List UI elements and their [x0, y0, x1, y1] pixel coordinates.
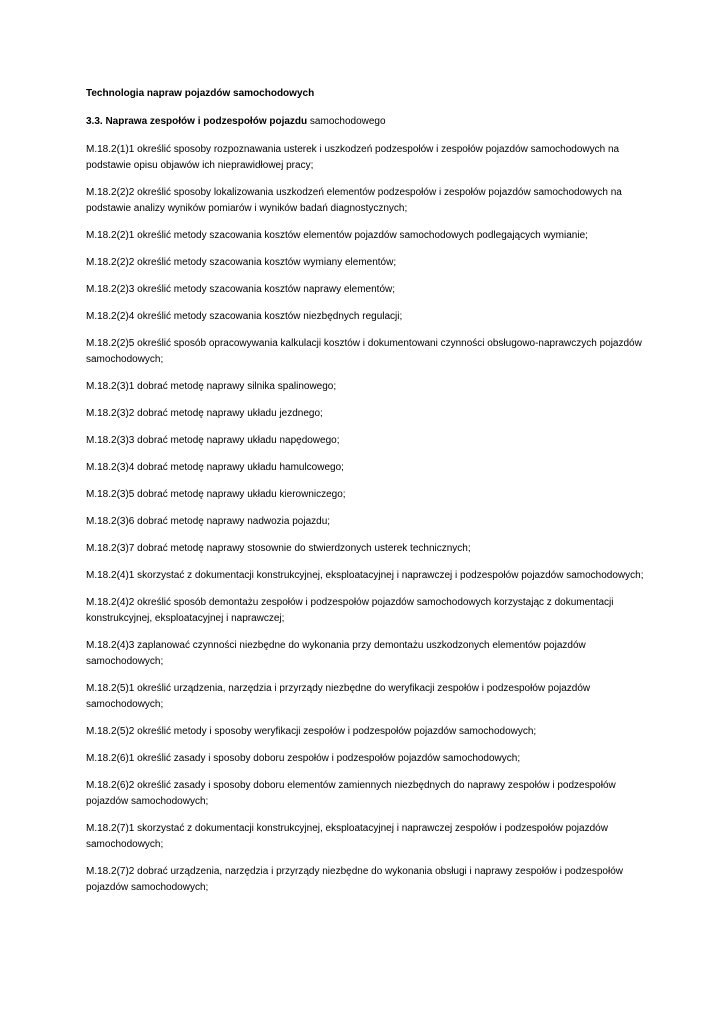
list-item: M.18.2(3)5 dobrać metodę naprawy układu kierowniczego;	[86, 489, 346, 500]
section-heading-rest: samochodowego	[307, 116, 386, 127]
list-item: M.18.2(4)3 zaplanować czynności niezbędne do wykonania przy demontażu uszkodzonych elementów pojazdów samochodowych;	[86, 640, 586, 667]
list-item: M.18.2(2)2 określić sposoby lokalizowania uszkodzeń elementów podzespołów i zespołów pojazdów samochodowych na podstawie analizy wyników pomiarów i wyników badań diagnostycznych;	[86, 187, 622, 214]
list-item: M.18.2(2)2 określić metody szacowania kosztów wymiany elementów;	[86, 257, 397, 268]
list-item: M.18.2(2)5 określić sposób opracowywania kalkulacji kosztów i dokumentowani czynności obsługowo-naprawczych pojazdów samochodowych;	[86, 338, 642, 365]
document-page	[86, 86, 646, 907]
list-item: M.18.2(4)1 skorzystać z dokumentacji konstrukcyjnej, eksploatacyjnej i naprawczej i podzespołów pojazdów samochodowych;	[86, 570, 644, 581]
section-heading-bold: 3.3. Naprawa zespołów i podzespołów pojazdu	[86, 116, 308, 127]
list-item: M.18.2(2)3 określić metody szacowania kosztów naprawy elementów;	[86, 284, 396, 295]
list-item: M.18.2(7)2 dobrać urządzenia, narzędzia i przyrządy niezbędne do wykonania obsługi i naprawy zespołów i podzespołów pojazdów samochodowych;	[86, 866, 623, 893]
list-item: M.18.2(3)4 dobrać metodę naprawy układu hamulcowego;	[86, 462, 344, 473]
list-item: M.18.2(5)1 określić urządzenia, narzędzia i przyrządy niezbędne do weryfikacji zespołów i podzespołów pojazdów samochodowych;	[86, 683, 591, 710]
list-item: M.18.2(2)1 określić metody szacowania kosztów elementów pojazdów samochodowych podlegających wymianie;	[86, 230, 588, 241]
list-item: M.18.2(3)3 dobrać metodę naprawy układu napędowego;	[86, 435, 340, 446]
list-item: M.18.2(6)1 określić zasady i sposoby doboru zespołów i podzespołów pojazdów samochodowych;	[86, 753, 521, 764]
list-item: M.18.2(3)1 dobrać metodę naprawy silnika spalinowego;	[86, 381, 337, 392]
list-item: M.18.2(1)1 określić sposoby rozpoznawania usterek i uszkodzeń podzespołów i zespołów pojazdów samochodowych na podstawie opisu objawów ich nieprawidłowej pracy;	[86, 144, 620, 171]
list-item: M.18.2(5)2 określić metody i sposoby weryfikacji zespołów i podzespołów pojazdów samochodowych;	[86, 726, 537, 737]
list-item: M.18.2(7)1 skorzystać z dokumentacji konstrukcyjnej, eksploatacyjnej i naprawczej zespołów i podzespołów pojazdów samochodowych;	[86, 823, 608, 850]
list-item: M.18.2(3)7 dobrać metodę naprawy stosownie do stwierdzonych usterek technicznych;	[86, 543, 471, 554]
list-item: M.18.2(3)2 dobrać metodę naprawy układu jezdnego;	[86, 408, 323, 419]
list-item: M.18.2(4)2 określić sposób demontażu zespołów i podzespołów pojazdów samochodowych korzystając z dokumentacji konstrukcyjnej, eksploatacyjnej i naprawczej;	[86, 597, 614, 624]
section-heading	[86, 114, 646, 130]
list-item: M.18.2(3)6 dobrać metodę naprawy nadwozia pojazdu;	[86, 516, 331, 527]
list-item: M.18.2(6)2 określić zasady i sposoby doboru elementów zamiennych niezbędnych do naprawy zespołów i podzespołów pojazdów samochodowych;	[86, 780, 616, 807]
list-item: M.18.2(2)4 określić metody szacowania kosztów niezbędnych regulacji;	[86, 311, 403, 322]
document-title: Technologia napraw pojazdów samochodowych	[86, 88, 315, 99]
